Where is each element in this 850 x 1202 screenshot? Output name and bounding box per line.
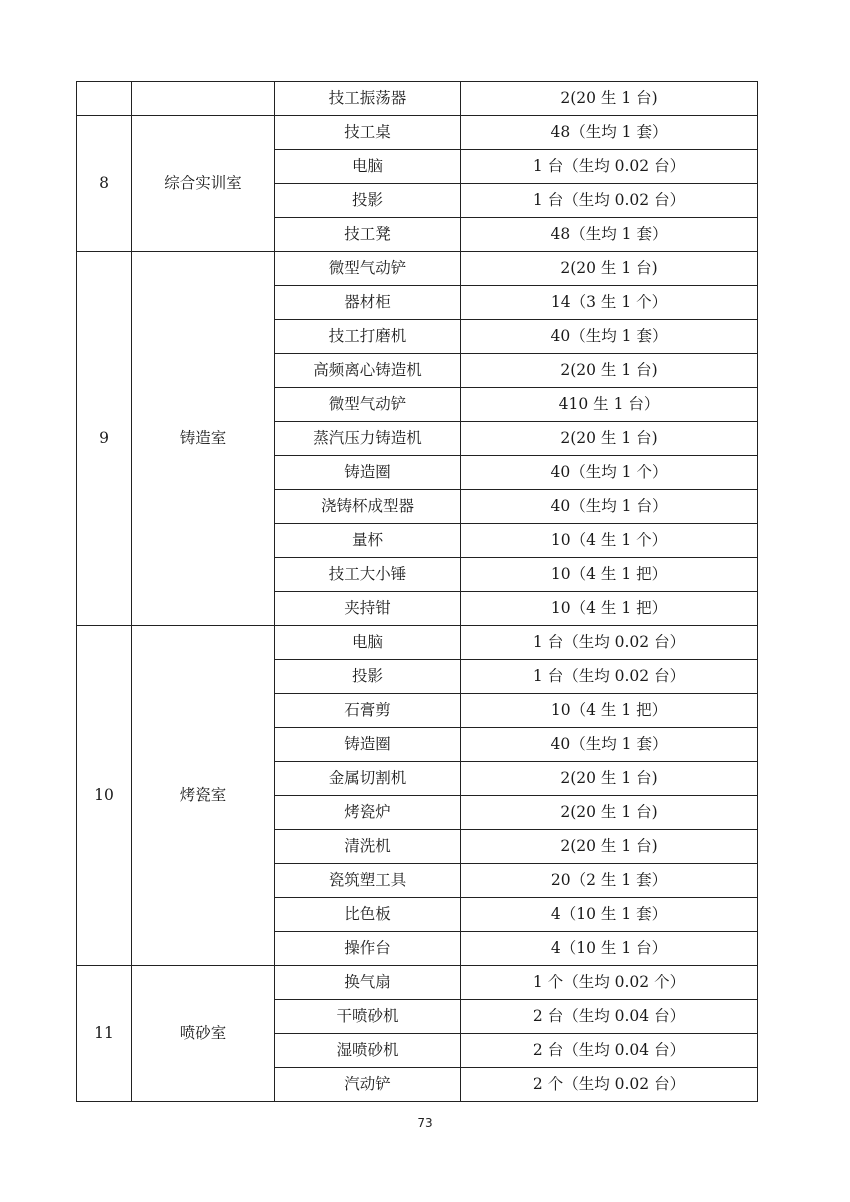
table-row bbox=[77, 116, 758, 150]
equipment-quantity-cell: 1 个（生均 0.02 个） bbox=[461, 966, 758, 1000]
equipment-name-cell: 技工大小锤 bbox=[275, 558, 461, 592]
equipment-quantity-cell: 48（生均 1 套） bbox=[461, 116, 758, 150]
equipment-quantity-cell: 40（生均 1 套） bbox=[461, 320, 758, 354]
equipment-quantity-cell: 2(20 生 1 台) bbox=[461, 82, 758, 116]
equipment-name-cell: 投影 bbox=[275, 660, 461, 694]
equipment-quantity-cell: 2 个（生均 0.02 台） bbox=[461, 1068, 758, 1102]
equipment-quantity-cell: 1 台（生均 0.02 台） bbox=[461, 660, 758, 694]
table-row bbox=[77, 966, 758, 1000]
equipment-quantity-cell: 2(20 生 1 台) bbox=[461, 796, 758, 830]
equipment-name-cell: 瓷筑塑工具 bbox=[275, 864, 461, 898]
table-row bbox=[77, 82, 758, 116]
equipment-quantity-cell: 4（10 生 1 套） bbox=[461, 898, 758, 932]
room-name-cell: 铸造室 bbox=[132, 252, 275, 626]
equipment-quantity-cell: 48（生均 1 套） bbox=[461, 218, 758, 252]
page-number: 73 bbox=[417, 1116, 433, 1130]
equipment-quantity-cell: 1 台（生均 0.02 台） bbox=[461, 184, 758, 218]
room-name-cell: 综合实训室 bbox=[132, 116, 275, 252]
equipment-name-cell: 浇铸杯成型器 bbox=[275, 490, 461, 524]
equipment-name-cell: 器材柜 bbox=[275, 286, 461, 320]
table-row bbox=[77, 626, 758, 660]
equipment-name-cell: 技工凳 bbox=[275, 218, 461, 252]
equipment-name-cell: 干喷砂机 bbox=[275, 1000, 461, 1034]
equipment-name-cell: 比色板 bbox=[275, 898, 461, 932]
equipment-name-cell: 操作台 bbox=[275, 932, 461, 966]
equipment-name-cell: 微型气动铲 bbox=[275, 388, 461, 422]
equipment-name-cell: 高频离心铸造机 bbox=[275, 354, 461, 388]
equipment-name-cell: 微型气动铲 bbox=[275, 252, 461, 286]
equipment-quantity-cell: 2 台（生均 0.04 台） bbox=[461, 1000, 758, 1034]
equipment-quantity-cell: 410 生 1 台） bbox=[461, 388, 758, 422]
equipment-name-cell: 电脑 bbox=[275, 626, 461, 660]
equipment-quantity-cell: 10（4 生 1 把） bbox=[461, 592, 758, 626]
equipment-quantity-cell: 10（4 生 1 个） bbox=[461, 524, 758, 558]
equipment-quantity-cell: 40（生均 1 套） bbox=[461, 728, 758, 762]
equipment-quantity-cell: 2 台（生均 0.04 台） bbox=[461, 1034, 758, 1068]
equipment-name-cell: 清洗机 bbox=[275, 830, 461, 864]
table-row bbox=[77, 252, 758, 286]
equipment-quantity-cell: 14（3 生 1 个） bbox=[461, 286, 758, 320]
room-number-cell: 10 bbox=[77, 626, 132, 966]
equipment-quantity-cell: 10（4 生 1 把） bbox=[461, 558, 758, 592]
room-number-cell: 11 bbox=[77, 966, 132, 1102]
equipment-quantity-cell: 10（4 生 1 把） bbox=[461, 694, 758, 728]
room-number-cell bbox=[77, 82, 132, 116]
room-name-cell bbox=[132, 82, 275, 116]
equipment-quantity-cell: 2(20 生 1 台) bbox=[461, 422, 758, 456]
equipment-quantity-cell: 1 台（生均 0.02 台） bbox=[461, 150, 758, 184]
equipment-name-cell: 湿喷砂机 bbox=[275, 1034, 461, 1068]
equipment-name-cell: 汽动铲 bbox=[275, 1068, 461, 1102]
equipment-name-cell: 铸造圈 bbox=[275, 728, 461, 762]
equipment-quantity-cell: 2(20 生 1 台) bbox=[461, 830, 758, 864]
equipment-name-cell: 烤瓷炉 bbox=[275, 796, 461, 830]
equipment-name-cell: 换气扇 bbox=[275, 966, 461, 1000]
equipment-name-cell: 技工桌 bbox=[275, 116, 461, 150]
room-number-cell: 9 bbox=[77, 252, 132, 626]
room-name-cell: 烤瓷室 bbox=[132, 626, 275, 966]
equipment-name-cell: 石膏剪 bbox=[275, 694, 461, 728]
room-number-cell: 8 bbox=[77, 116, 132, 252]
equipment-name-cell: 技工振荡器 bbox=[275, 82, 461, 116]
equipment-quantity-cell: 20（2 生 1 套） bbox=[461, 864, 758, 898]
equipment-name-cell: 投影 bbox=[275, 184, 461, 218]
equipment-name-cell: 夹持钳 bbox=[275, 592, 461, 626]
equipment-quantity-cell: 2(20 生 1 台) bbox=[461, 252, 758, 286]
equipment-quantity-cell: 40（生均 1 个） bbox=[461, 456, 758, 490]
equipment-quantity-cell: 1 台（生均 0.02 台） bbox=[461, 626, 758, 660]
room-name-cell: 喷砂室 bbox=[132, 966, 275, 1102]
equipment-name-cell: 量杯 bbox=[275, 524, 461, 558]
equipment-name-cell: 技工打磨机 bbox=[275, 320, 461, 354]
equipment-name-cell: 金属切割机 bbox=[275, 762, 461, 796]
equipment-table bbox=[76, 81, 758, 1102]
equipment-quantity-cell: 2(20 生 1 台) bbox=[461, 354, 758, 388]
equipment-quantity-cell: 40（生均 1 台） bbox=[461, 490, 758, 524]
equipment-name-cell: 铸造圈 bbox=[275, 456, 461, 490]
equipment-table-body bbox=[77, 82, 758, 1102]
equipment-name-cell: 蒸汽压力铸造机 bbox=[275, 422, 461, 456]
equipment-name-cell: 电脑 bbox=[275, 150, 461, 184]
equipment-quantity-cell: 2(20 生 1 台) bbox=[461, 762, 758, 796]
equipment-quantity-cell: 4（10 生 1 台） bbox=[461, 932, 758, 966]
